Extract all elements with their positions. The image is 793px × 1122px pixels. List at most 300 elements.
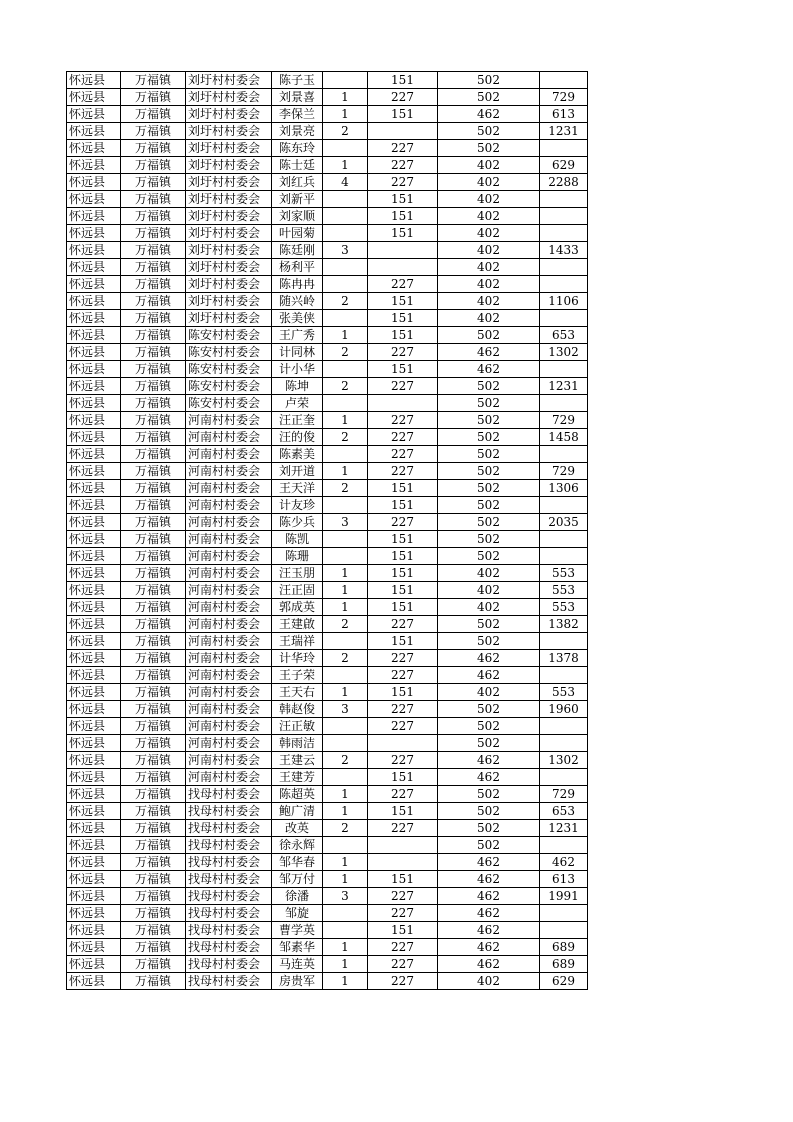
village-committee-cell: 找母村村委会 (186, 905, 272, 922)
table-row (67, 548, 588, 565)
total-cell: 613 (540, 106, 588, 123)
count-cell (323, 922, 368, 939)
town-cell: 万福镇 (121, 242, 186, 259)
amount-a-cell: 227 (368, 752, 438, 769)
amount-b-cell: 502 (438, 701, 540, 718)
village-committee-cell: 河南村村委会 (186, 531, 272, 548)
amount-a-cell (368, 837, 438, 854)
table-row (67, 208, 588, 225)
amount-b-cell: 502 (438, 616, 540, 633)
total-cell (540, 259, 588, 276)
amount-a-cell: 151 (368, 497, 438, 514)
total-cell (540, 310, 588, 327)
town-cell: 万福镇 (121, 803, 186, 820)
table-row (67, 174, 588, 191)
village-committee-cell: 陈安村村委会 (186, 327, 272, 344)
county-cell: 怀远县 (67, 310, 121, 327)
person-name-cell: 刘家顺 (272, 208, 323, 225)
county-cell: 怀远县 (67, 616, 121, 633)
person-name-cell: 韩赵俊 (272, 701, 323, 718)
town-cell: 万福镇 (121, 378, 186, 395)
total-cell: 729 (540, 463, 588, 480)
count-cell: 2 (323, 752, 368, 769)
total-cell: 653 (540, 327, 588, 344)
county-cell: 怀远县 (67, 140, 121, 157)
amount-b-cell: 462 (438, 922, 540, 939)
town-cell: 万福镇 (121, 446, 186, 463)
town-cell: 万福镇 (121, 548, 186, 565)
town-cell: 万福镇 (121, 72, 186, 89)
town-cell: 万福镇 (121, 701, 186, 718)
table-row (67, 633, 588, 650)
village-committee-cell: 陈安村村委会 (186, 344, 272, 361)
village-committee-cell: 河南村村委会 (186, 616, 272, 633)
county-cell: 怀远县 (67, 701, 121, 718)
village-committee-cell: 找母村村委会 (186, 888, 272, 905)
person-name-cell: 徐永辉 (272, 837, 323, 854)
village-committee-cell: 刘圩村村委会 (186, 123, 272, 140)
total-cell: 629 (540, 157, 588, 174)
amount-a-cell: 227 (368, 667, 438, 684)
count-cell (323, 446, 368, 463)
person-name-cell: 陈冉冉 (272, 276, 323, 293)
table-row (67, 429, 588, 446)
amount-a-cell: 151 (368, 871, 438, 888)
county-cell: 怀远县 (67, 497, 121, 514)
table-row (67, 344, 588, 361)
total-cell (540, 225, 588, 242)
person-name-cell: 王广秀 (272, 327, 323, 344)
county-cell: 怀远县 (67, 276, 121, 293)
village-committee-cell: 刘圩村村委会 (186, 140, 272, 157)
person-name-cell: 计友珍 (272, 497, 323, 514)
table-row (67, 667, 588, 684)
amount-a-cell: 227 (368, 939, 438, 956)
county-cell: 怀远县 (67, 599, 121, 616)
amount-b-cell: 502 (438, 480, 540, 497)
county-cell: 怀远县 (67, 820, 121, 837)
count-cell (323, 361, 368, 378)
amount-a-cell: 227 (368, 157, 438, 174)
county-cell: 怀远县 (67, 378, 121, 395)
town-cell: 万福镇 (121, 157, 186, 174)
total-cell: 729 (540, 786, 588, 803)
count-cell: 1 (323, 956, 368, 973)
village-committee-cell: 陈安村村委会 (186, 361, 272, 378)
amount-a-cell: 227 (368, 973, 438, 990)
count-cell (323, 395, 368, 412)
person-name-cell: 陈凯 (272, 531, 323, 548)
county-cell: 怀远县 (67, 106, 121, 123)
count-cell: 3 (323, 701, 368, 718)
roster-table-body (67, 72, 588, 990)
town-cell: 万福镇 (121, 667, 186, 684)
town-cell: 万福镇 (121, 463, 186, 480)
amount-a-cell: 151 (368, 208, 438, 225)
amount-a-cell: 151 (368, 548, 438, 565)
amount-b-cell: 402 (438, 973, 540, 990)
person-name-cell: 汪正奎 (272, 412, 323, 429)
table-row (67, 752, 588, 769)
town-cell: 万福镇 (121, 395, 186, 412)
amount-b-cell: 502 (438, 140, 540, 157)
amount-b-cell: 402 (438, 225, 540, 242)
table-row (67, 412, 588, 429)
village-committee-cell: 河南村村委会 (186, 752, 272, 769)
count-cell: 2 (323, 344, 368, 361)
amount-a-cell: 227 (368, 463, 438, 480)
amount-b-cell: 502 (438, 718, 540, 735)
count-cell: 2 (323, 378, 368, 395)
town-cell: 万福镇 (121, 89, 186, 106)
person-name-cell: 曹学英 (272, 922, 323, 939)
town-cell: 万福镇 (121, 429, 186, 446)
amount-a-cell: 151 (368, 327, 438, 344)
amount-a-cell: 151 (368, 310, 438, 327)
count-cell (323, 310, 368, 327)
total-cell: 1433 (540, 242, 588, 259)
village-committee-cell: 陈安村村委会 (186, 395, 272, 412)
village-committee-cell: 河南村村委会 (186, 497, 272, 514)
table-row (67, 599, 588, 616)
total-cell: 653 (540, 803, 588, 820)
amount-a-cell (368, 395, 438, 412)
amount-b-cell: 502 (438, 820, 540, 837)
total-cell: 1960 (540, 701, 588, 718)
total-cell: 1231 (540, 378, 588, 395)
town-cell: 万福镇 (121, 684, 186, 701)
amount-b-cell: 502 (438, 803, 540, 820)
amount-b-cell: 402 (438, 565, 540, 582)
person-name-cell: 陈坤 (272, 378, 323, 395)
person-name-cell: 鲍广清 (272, 803, 323, 820)
village-committee-cell: 找母村村委会 (186, 973, 272, 990)
town-cell: 万福镇 (121, 259, 186, 276)
amount-a-cell: 151 (368, 191, 438, 208)
count-cell: 1 (323, 939, 368, 956)
count-cell: 2 (323, 480, 368, 497)
amount-b-cell: 402 (438, 191, 540, 208)
table-row (67, 735, 588, 752)
person-name-cell: 房贵军 (272, 973, 323, 990)
total-cell (540, 633, 588, 650)
count-cell: 2 (323, 429, 368, 446)
town-cell: 万福镇 (121, 531, 186, 548)
county-cell: 怀远县 (67, 514, 121, 531)
village-committee-cell: 刘圩村村委会 (186, 310, 272, 327)
amount-b-cell: 502 (438, 463, 540, 480)
person-name-cell: 陈子玉 (272, 72, 323, 89)
total-cell (540, 276, 588, 293)
town-cell: 万福镇 (121, 939, 186, 956)
table-row (67, 463, 588, 480)
total-cell: 689 (540, 956, 588, 973)
village-committee-cell: 刘圩村村委会 (186, 89, 272, 106)
table-row (67, 497, 588, 514)
village-committee-cell: 河南村村委会 (186, 429, 272, 446)
person-name-cell: 刘新平 (272, 191, 323, 208)
count-cell (323, 140, 368, 157)
total-cell: 553 (540, 565, 588, 582)
amount-b-cell: 502 (438, 378, 540, 395)
amount-b-cell: 462 (438, 667, 540, 684)
person-name-cell: 邹素华 (272, 939, 323, 956)
village-committee-cell: 河南村村委会 (186, 463, 272, 480)
county-cell: 怀远县 (67, 174, 121, 191)
amount-a-cell: 227 (368, 718, 438, 735)
total-cell (540, 531, 588, 548)
count-cell: 3 (323, 242, 368, 259)
count-cell: 3 (323, 888, 368, 905)
count-cell: 1 (323, 871, 368, 888)
town-cell: 万福镇 (121, 956, 186, 973)
total-cell (540, 446, 588, 463)
person-name-cell: 改英 (272, 820, 323, 837)
amount-a-cell: 227 (368, 429, 438, 446)
person-name-cell: 王天右 (272, 684, 323, 701)
village-committee-cell: 找母村村委会 (186, 854, 272, 871)
town-cell: 万福镇 (121, 327, 186, 344)
amount-a-cell: 227 (368, 514, 438, 531)
amount-a-cell: 227 (368, 276, 438, 293)
total-cell (540, 922, 588, 939)
total-cell: 1991 (540, 888, 588, 905)
village-committee-cell: 河南村村委会 (186, 582, 272, 599)
town-cell: 万福镇 (121, 293, 186, 310)
total-cell: 553 (540, 599, 588, 616)
county-cell: 怀远县 (67, 956, 121, 973)
count-cell: 1 (323, 565, 368, 582)
amount-b-cell: 502 (438, 531, 540, 548)
amount-a-cell: 151 (368, 769, 438, 786)
amount-b-cell: 502 (438, 412, 540, 429)
village-committee-cell: 河南村村委会 (186, 650, 272, 667)
count-cell (323, 837, 368, 854)
total-cell: 553 (540, 684, 588, 701)
village-committee-cell: 找母村村委会 (186, 820, 272, 837)
county-cell: 怀远县 (67, 888, 121, 905)
amount-a-cell: 151 (368, 633, 438, 650)
county-cell: 怀远县 (67, 752, 121, 769)
town-cell: 万福镇 (121, 174, 186, 191)
amount-b-cell: 462 (438, 650, 540, 667)
town-cell: 万福镇 (121, 123, 186, 140)
town-cell: 万福镇 (121, 718, 186, 735)
count-cell: 1 (323, 463, 368, 480)
person-name-cell: 汪正敏 (272, 718, 323, 735)
person-name-cell: 汪玉朋 (272, 565, 323, 582)
table-row (67, 293, 588, 310)
amount-b-cell: 462 (438, 905, 540, 922)
table-row (67, 616, 588, 633)
amount-b-cell: 462 (438, 956, 540, 973)
count-cell: 2 (323, 123, 368, 140)
village-committee-cell: 刘圩村村委会 (186, 293, 272, 310)
person-name-cell: 刘开道 (272, 463, 323, 480)
count-cell: 1 (323, 582, 368, 599)
total-cell (540, 667, 588, 684)
amount-a-cell: 151 (368, 106, 438, 123)
village-committee-cell: 河南村村委会 (186, 735, 272, 752)
count-cell (323, 276, 368, 293)
county-cell: 怀远县 (67, 157, 121, 174)
village-committee-cell: 刘圩村村委会 (186, 242, 272, 259)
table-row (67, 327, 588, 344)
amount-b-cell: 502 (438, 72, 540, 89)
total-cell: 1231 (540, 123, 588, 140)
person-name-cell: 陈东玲 (272, 140, 323, 157)
amount-b-cell: 462 (438, 854, 540, 871)
town-cell: 万福镇 (121, 752, 186, 769)
amount-a-cell (368, 735, 438, 752)
town-cell: 万福镇 (121, 514, 186, 531)
county-cell: 怀远县 (67, 786, 121, 803)
person-name-cell: 刘景亮 (272, 123, 323, 140)
county-cell: 怀远县 (67, 463, 121, 480)
table-row (67, 905, 588, 922)
amount-a-cell: 227 (368, 701, 438, 718)
town-cell: 万福镇 (121, 276, 186, 293)
count-cell (323, 191, 368, 208)
table-row (67, 225, 588, 242)
county-cell: 怀远县 (67, 922, 121, 939)
person-name-cell: 刘红兵 (272, 174, 323, 191)
total-cell (540, 735, 588, 752)
town-cell: 万福镇 (121, 412, 186, 429)
amount-b-cell: 502 (438, 514, 540, 531)
total-cell (540, 361, 588, 378)
amount-a-cell: 227 (368, 174, 438, 191)
person-name-cell: 邹万付 (272, 871, 323, 888)
count-cell: 1 (323, 684, 368, 701)
total-cell (540, 718, 588, 735)
count-cell (323, 633, 368, 650)
town-cell: 万福镇 (121, 106, 186, 123)
count-cell (323, 225, 368, 242)
table-row (67, 973, 588, 990)
table-row (67, 276, 588, 293)
table-row (67, 157, 588, 174)
amount-a-cell (368, 854, 438, 871)
person-name-cell: 计同林 (272, 344, 323, 361)
village-committee-cell: 刘圩村村委会 (186, 106, 272, 123)
count-cell (323, 769, 368, 786)
amount-a-cell: 227 (368, 89, 438, 106)
amount-a-cell: 227 (368, 786, 438, 803)
total-cell: 1302 (540, 344, 588, 361)
total-cell: 629 (540, 973, 588, 990)
amount-b-cell: 402 (438, 276, 540, 293)
table-row (67, 395, 588, 412)
table-row (67, 480, 588, 497)
village-committee-cell: 刘圩村村委会 (186, 72, 272, 89)
count-cell (323, 72, 368, 89)
amount-a-cell: 227 (368, 905, 438, 922)
town-cell: 万福镇 (121, 820, 186, 837)
village-committee-cell: 刘圩村村委会 (186, 276, 272, 293)
amount-a-cell: 151 (368, 480, 438, 497)
town-cell: 万福镇 (121, 208, 186, 225)
table-row (67, 242, 588, 259)
count-cell: 1 (323, 106, 368, 123)
amount-b-cell: 502 (438, 89, 540, 106)
county-cell: 怀远县 (67, 973, 121, 990)
total-cell: 729 (540, 89, 588, 106)
village-committee-cell: 河南村村委会 (186, 480, 272, 497)
amount-a-cell: 227 (368, 344, 438, 361)
table-row (67, 684, 588, 701)
amount-b-cell: 402 (438, 684, 540, 701)
table-row (67, 701, 588, 718)
amount-a-cell: 151 (368, 599, 438, 616)
county-cell: 怀远县 (67, 293, 121, 310)
county-cell: 怀远县 (67, 565, 121, 582)
village-committee-cell: 刘圩村村委会 (186, 208, 272, 225)
total-cell: 2288 (540, 174, 588, 191)
village-committee-cell: 刘圩村村委会 (186, 225, 272, 242)
amount-b-cell: 462 (438, 752, 540, 769)
count-cell: 1 (323, 327, 368, 344)
total-cell: 462 (540, 854, 588, 871)
person-name-cell: 汪正固 (272, 582, 323, 599)
amount-a-cell: 227 (368, 650, 438, 667)
town-cell: 万福镇 (121, 616, 186, 633)
county-cell: 怀远县 (67, 905, 121, 922)
table-row (67, 259, 588, 276)
person-name-cell: 叶园菊 (272, 225, 323, 242)
town-cell: 万福镇 (121, 344, 186, 361)
person-name-cell: 陈超英 (272, 786, 323, 803)
total-cell: 729 (540, 412, 588, 429)
town-cell: 万福镇 (121, 871, 186, 888)
person-name-cell: 李保兰 (272, 106, 323, 123)
count-cell: 2 (323, 616, 368, 633)
amount-a-cell: 227 (368, 616, 438, 633)
amount-b-cell: 402 (438, 242, 540, 259)
total-cell (540, 769, 588, 786)
total-cell (540, 140, 588, 157)
village-committee-cell: 河南村村委会 (186, 769, 272, 786)
person-name-cell: 随兴岭 (272, 293, 323, 310)
village-committee-cell: 找母村村委会 (186, 922, 272, 939)
county-cell: 怀远县 (67, 531, 121, 548)
town-cell: 万福镇 (121, 225, 186, 242)
village-committee-cell: 河南村村委会 (186, 548, 272, 565)
amount-b-cell: 402 (438, 293, 540, 310)
person-name-cell: 陈少兵 (272, 514, 323, 531)
table-row (67, 650, 588, 667)
amount-b-cell: 402 (438, 174, 540, 191)
town-cell: 万福镇 (121, 565, 186, 582)
amount-a-cell: 151 (368, 582, 438, 599)
county-cell: 怀远县 (67, 72, 121, 89)
person-name-cell: 卢荣 (272, 395, 323, 412)
amount-b-cell: 502 (438, 395, 540, 412)
table-row (67, 89, 588, 106)
table-row (67, 769, 588, 786)
amount-a-cell: 227 (368, 378, 438, 395)
county-cell: 怀远县 (67, 225, 121, 242)
county-cell: 怀远县 (67, 939, 121, 956)
county-cell: 怀远县 (67, 446, 121, 463)
amount-b-cell: 402 (438, 259, 540, 276)
count-cell: 1 (323, 973, 368, 990)
county-cell: 怀远县 (67, 242, 121, 259)
amount-a-cell: 227 (368, 140, 438, 157)
village-committee-cell: 找母村村委会 (186, 939, 272, 956)
total-cell: 553 (540, 582, 588, 599)
amount-b-cell: 402 (438, 157, 540, 174)
